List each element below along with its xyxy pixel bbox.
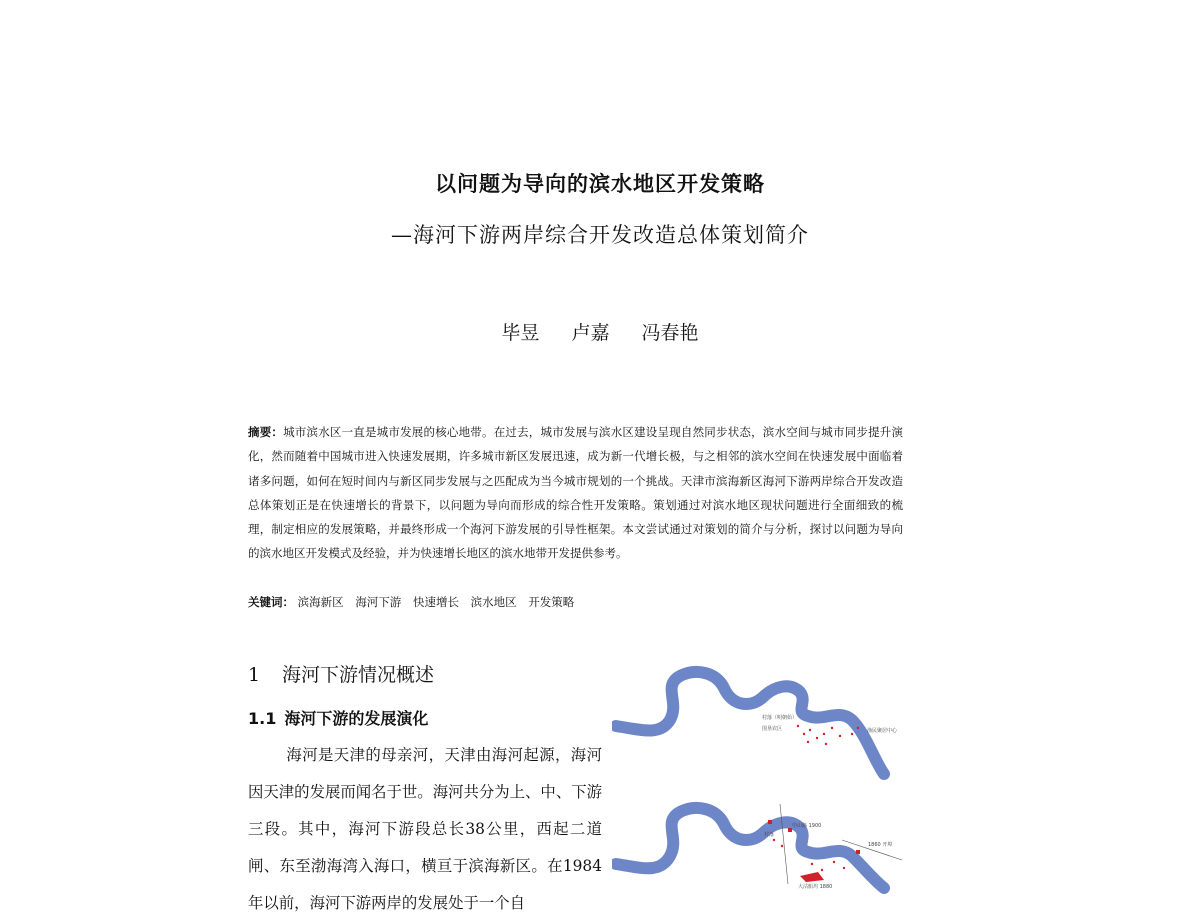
keyword: 海河下游 (355, 595, 402, 609)
body-paragraph (248, 737, 602, 922)
author-name: 毕昱 (501, 322, 540, 344)
map-panel-2 (616, 804, 902, 890)
map-label: 渔民聚居中心 (867, 728, 898, 734)
map-label: 村落 (764, 832, 775, 838)
keyword: 滨水地区 (470, 595, 517, 609)
section-number: 1 (248, 664, 261, 686)
abstract (248, 420, 903, 566)
settlement-markers (797, 725, 859, 745)
subsection-heading (248, 706, 428, 729)
keyword: 滨海新区 (297, 595, 344, 609)
map-label: 中山路 1900 (792, 823, 822, 829)
river-path (616, 672, 884, 774)
body-paragraph-text: 海河是天津的母亲河，天津由海河起源，海河因天津的发展而闻名于世。海河共分为上、中、下游三段。其中，海河下游段总长38公里，西起二道闸、东至渤海湾入海口，横亘于滨海新区。在1984年以前，海河下游两岸的发展处于一个自 (248, 746, 602, 912)
author-name: 卢嘉 (571, 322, 610, 344)
author-list (0, 318, 1200, 345)
keywords (248, 591, 903, 613)
subsection-number: 1.1 (248, 709, 277, 728)
map-label: 围垦农区 (762, 726, 783, 732)
map-label: 村落（明朝始） (762, 715, 798, 721)
section-heading (248, 660, 434, 687)
abstract-text: 城市滨水区一直是城市发展的核心地带。在过去，城市发展与滨水区建设呈现自然同步状态，滨水空间与城市同步提升演化，然而随着中国城市进入快速发展期，许多城市新区发展迅速，成为新一代增长极，与之相邻的滨水空间在快速发展中面临着诸多问题，如何在短时间内与新区同步发展与之匹配成为当今城市规划的一个挑战。天津市滨海新区海河下游两岸综合开发改造总体策划正是在快速增长的背景下，以问题为导向而形成的综合性开发策略。策划通过对滨水地区现状问题进行全面细致的梳理，制定相应的发展策略，并最终形成一个海河下游发展的引导性框架。本文尝试通过对策划的简介与分析，探讨以问题为导向的滨水地区开发模式及经验，并为快速增长地区的滨水地带开发提供参考。 (248, 425, 904, 561)
author-name: 冯春艳 (641, 322, 699, 344)
keyword: 开发策略 (528, 595, 575, 609)
section-title: 海河下游情况概述 (282, 664, 435, 686)
abstract-label: 摘要： (248, 425, 284, 439)
paper-subtitle: —海河下游两岸综合开发改造总体策划简介 (391, 223, 809, 247)
paper-title: 以问题为导向的滨水地区开发策略 (435, 172, 765, 196)
map-label: 大沽船坞 1880 (798, 884, 833, 890)
keyword: 快速增长 (412, 595, 459, 609)
river-evolution-figure (612, 664, 912, 897)
river-path (616, 808, 884, 888)
map-label: 1860 开埠 (868, 842, 893, 848)
subsection-title: 海河下游的发展演化 (284, 709, 429, 728)
map-panel-1 (616, 672, 898, 774)
keywords-label: 关键词： (248, 595, 294, 609)
